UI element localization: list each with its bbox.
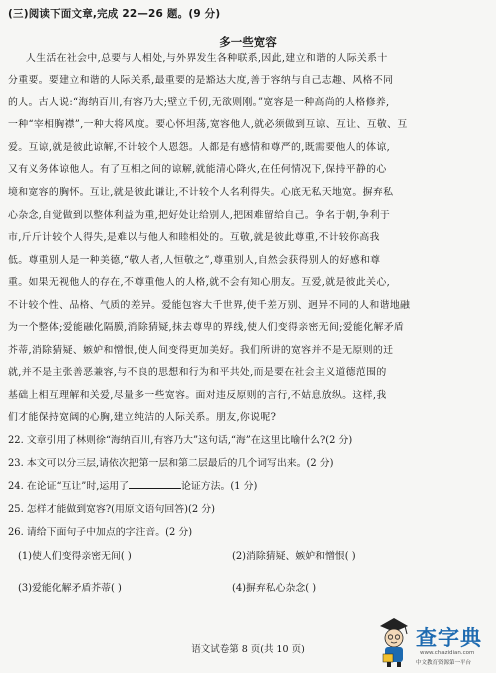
paragraph-line: 分重要。要建立和谐的人际关系,最重要的是豁达大度,善于容纳与自己志趣、风格不同 bbox=[8, 75, 394, 86]
paragraph-line: 的人。古人说:“海纳百川,有容乃大;壁立千仞,无欲则刚。”宽容是一种高尚的人格修养, bbox=[8, 97, 390, 108]
option-4: (4)摒弃私心杂念( ) bbox=[232, 583, 317, 594]
logo-url: www.chazidian.com bbox=[420, 650, 475, 656]
question-24-suffix: 论证方法。(1 分) bbox=[180, 481, 258, 492]
paragraph-line: 基础上相互理解和关爱,尽量多一些宽容。面对违反原则的言行,不姑息放纵。这样,我 bbox=[8, 390, 387, 401]
section-heading: (三)阅读下面文章,完成 22—26 题。(9 分) bbox=[8, 8, 221, 20]
paragraph-line: 为一个整体;爱能融化隔膜,消除猜疑,抹去尊卑的界线,使人们变得亲密无间;爱能化解矛盾 bbox=[8, 322, 405, 333]
paragraph-line: 心杂念,自觉做到以整体利益为重,把好处让给别人,把困难留给自己。争名于朝,争利于 bbox=[8, 210, 391, 221]
option-1: (1)使人们变得亲密无间( ) bbox=[18, 551, 132, 562]
option-3: (3)爱能化解矛盾芥蒂( ) bbox=[18, 583, 122, 594]
paragraph-line: 市,斤斤计较个人得失,是难以与他人和睦相处的。互敬,就是彼此尊重,不计较你高我 bbox=[8, 232, 380, 243]
page-footer: 语文试卷第 8 页(共 10 页) bbox=[191, 644, 305, 655]
question-25: 25. 怎样才能做到宽容?(用原文语句回答)(2 分) bbox=[8, 504, 215, 515]
question-22: 22. 文章引用了林则徐“海纳百川,有容乃大”这句话,“海”在这里比喻什么?(2 分) bbox=[8, 435, 353, 446]
paragraph-line: 就,并不是主张善恶兼容,与不良的思想和行为和平共处,而是要在社会主义道德范围的 bbox=[8, 367, 387, 378]
paragraph-line: 境和宽容的胸怀。互让,就是彼此谦让,不计较个人名利得失。心底无私天地宽。摒弃私 bbox=[8, 187, 394, 198]
logo-name: 查字典 bbox=[416, 626, 482, 650]
paragraph-line: 低。尊重别人是一种美德,“敬人者,人恒敬之”,尊重别人,自然会获得别人的好感和尊 bbox=[8, 255, 381, 266]
paragraph-line: 一种“宰相胸襟”,一种大将风度。要心怀坦荡,宽容他人,就必须做到互谅、互让、互敬、互 bbox=[8, 119, 408, 130]
option-2: (2)消除猜疑、嫉妒和憎恨( ) bbox=[232, 551, 356, 562]
paragraph-line: 重。如果无视他人的存在,不尊重他人的人格,就不会有知心朋友。互爱,就是彼此关心, bbox=[8, 277, 391, 288]
question-26: 26. 请给下面句子中加点的字注音。(2 分) bbox=[8, 527, 193, 538]
site-logo[interactable] bbox=[372, 612, 496, 672]
paragraph-line: 爱。互谅,就是彼此谅解,不计较个人恩怨。人都是有感情和尊严的,既需要他人的体谅, bbox=[8, 142, 391, 153]
question-23: 23. 本文可以分三层,请依次把第一层和第二层最后的几个词写出来。(2 分) bbox=[8, 458, 334, 469]
article-title: 多一些宽容 bbox=[219, 35, 277, 49]
question-24-prefix: 24. 在论证“互让”时,运用了 bbox=[8, 481, 129, 492]
paragraph-line: 不计较个性、品格、气质的差异。爱能包容大千世界,使千差万别、迥异不同的人和谐地融 bbox=[8, 300, 411, 311]
paragraph-line: 又有义务体谅他人。有了互相之间的谅解,就能清心降火,在任何情况下,保持平静的心 bbox=[8, 164, 387, 175]
paragraph-line: 芥蒂,消除猜疑、嫉妒和憎恨,使人间变得更加美好。我们所讲的宽容并不是无原则的迁 bbox=[8, 345, 394, 356]
paragraph-line: 们才能保持宽阔的心胸,建立纯洁的人际关系。朋友,你说呢? bbox=[8, 412, 277, 423]
logo-slogan: 中文教育资源第一平台 bbox=[416, 660, 472, 666]
answer-blank[interactable] bbox=[129, 478, 181, 489]
mascot-icon bbox=[376, 612, 412, 668]
question-24 bbox=[8, 476, 478, 498]
paragraph-line: 人生活在社会中,总要与人相处,与外界发生各种联系,因此,建立和谐的人际关系十 bbox=[26, 53, 388, 64]
